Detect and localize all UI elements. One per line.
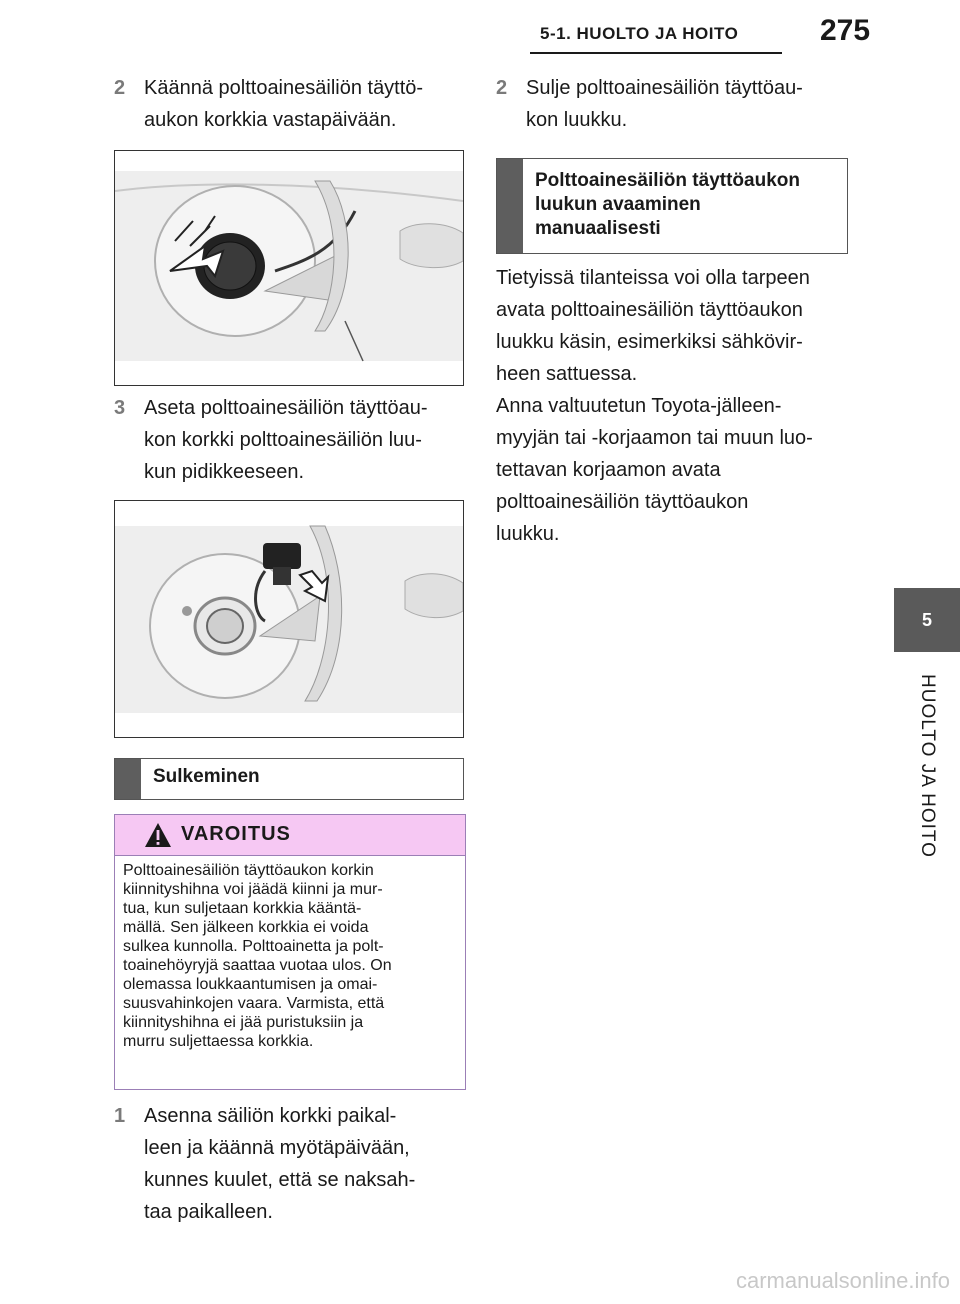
heading-closing bbox=[114, 758, 464, 800]
step-line: kon luukku. bbox=[526, 109, 628, 131]
section-title: 5-1. HUOLTO JA HOITO bbox=[540, 24, 739, 43]
warning-line: kiinnityshihna voi jäädä kiinni ja mur- bbox=[123, 881, 383, 898]
step-line: kon korkki polttoainesäiliön luu- bbox=[144, 429, 422, 451]
warning-line: suusvahinkojen vaara. Varmista, että bbox=[123, 995, 385, 1012]
warning-line: toainehöyryjä saattaa vuotaa ulos. On bbox=[123, 957, 392, 974]
step-text bbox=[144, 1100, 415, 1228]
warning-line: olemassa loukkaantumisen ja omai- bbox=[123, 976, 378, 993]
step-line: Käännä polttoainesäiliön täyttö- bbox=[144, 77, 424, 99]
step-2-left bbox=[114, 72, 474, 136]
paragraph-line: heen sattuessa. bbox=[496, 363, 638, 385]
paragraph-dealer bbox=[496, 390, 856, 550]
warning-box bbox=[114, 814, 466, 1090]
step-number: 2 bbox=[496, 77, 508, 99]
warning-line: tua, kun suljetaan korkkia kääntä- bbox=[123, 900, 362, 917]
figure-fuel-cap-holder bbox=[114, 500, 464, 738]
paragraph-situations bbox=[496, 262, 856, 390]
step-number: 2 bbox=[114, 77, 126, 99]
warning-line: kiinnityshihna ei jää puristuksiin ja bbox=[123, 1014, 364, 1031]
step-line: Asenna säiliön korkki paikal- bbox=[144, 1105, 397, 1127]
step-text bbox=[144, 392, 428, 488]
paragraph-line: myyjän tai -korjaamon tai muun luo- bbox=[496, 427, 813, 449]
step-line: Aseta polttoainesäiliön täyttöau- bbox=[144, 397, 428, 419]
warning-line: sulkea kunnolla. Polttoainetta ja polt- bbox=[123, 938, 384, 955]
heading-line: Polttoainesäiliön täyttöaukon bbox=[535, 170, 800, 191]
warning-title: VAROITUS bbox=[181, 823, 291, 845]
step-number: 1 bbox=[114, 1105, 126, 1127]
step-number: 3 bbox=[114, 397, 126, 419]
step-1-left bbox=[114, 1100, 474, 1228]
step-line: kunnes kuulet, että se naksah- bbox=[144, 1169, 416, 1191]
chapter-tab-title-text: HUOLTO JA HOITO bbox=[917, 674, 938, 858]
step-line: aukon korkkia vastapäivään. bbox=[144, 109, 397, 131]
step-text bbox=[144, 72, 423, 136]
paragraph-line: luukku käsin, esimerkiksi sähkövir- bbox=[496, 331, 803, 353]
paragraph-line: tettavan korjaamon avata bbox=[496, 459, 721, 481]
heading-bar bbox=[497, 159, 523, 253]
paragraph-line: luukku. bbox=[496, 523, 560, 545]
heading-manual-opening bbox=[496, 158, 848, 254]
heading-closing-text: Sulkeminen bbox=[153, 766, 260, 787]
paragraph-line: Tietyissä tilanteissa voi olla tarpeen bbox=[496, 267, 810, 289]
step-3-left bbox=[114, 392, 474, 488]
step-line: leen ja käännä myötäpäivään, bbox=[144, 1137, 410, 1159]
warning-header bbox=[115, 815, 465, 856]
chapter-tab-title bbox=[894, 654, 960, 1010]
step-text bbox=[526, 72, 803, 136]
heading-manual-opening-text bbox=[535, 169, 800, 241]
paragraph-line: Anna valtuutetun Toyota-jälleen- bbox=[496, 395, 782, 417]
chapter-tab-number: 5 bbox=[894, 588, 960, 652]
watermark: carmanualsonline.info bbox=[735, 1268, 950, 1293]
heading-bar bbox=[115, 759, 141, 799]
step-line: kun pidikkeeseen. bbox=[144, 461, 305, 483]
step-2-right bbox=[496, 72, 856, 136]
warning-line: Polttoainesäiliön täyttöaukon korkin bbox=[123, 862, 374, 879]
step-line: Sulje polttoainesäiliön täyttöau- bbox=[526, 77, 803, 99]
heading-line: luukun avaaminen bbox=[535, 194, 701, 215]
figure-fuel-cap-turn bbox=[114, 150, 464, 386]
warning-line: mällä. Sen jälkeen korkkia ei voida bbox=[123, 919, 369, 936]
header-rule bbox=[530, 52, 782, 54]
paragraph-line: polttoainesäiliön täyttöaukon bbox=[496, 491, 749, 513]
warning-triangle-icon bbox=[143, 821, 173, 849]
warning-body bbox=[123, 861, 457, 1051]
paragraph-line: avata polttoainesäiliön täyttöaukon bbox=[496, 299, 803, 321]
heading-line: manuaalisesti bbox=[535, 218, 661, 239]
page-number: 275 bbox=[820, 14, 871, 47]
warning-line: murru suljettaessa korkkia. bbox=[123, 1033, 314, 1050]
fuel-cap-on-holder-illustration bbox=[115, 501, 463, 737]
step-line: taa paikalleen. bbox=[144, 1201, 273, 1223]
fuel-cap-turning-counterclockwise-illustration bbox=[115, 151, 463, 385]
